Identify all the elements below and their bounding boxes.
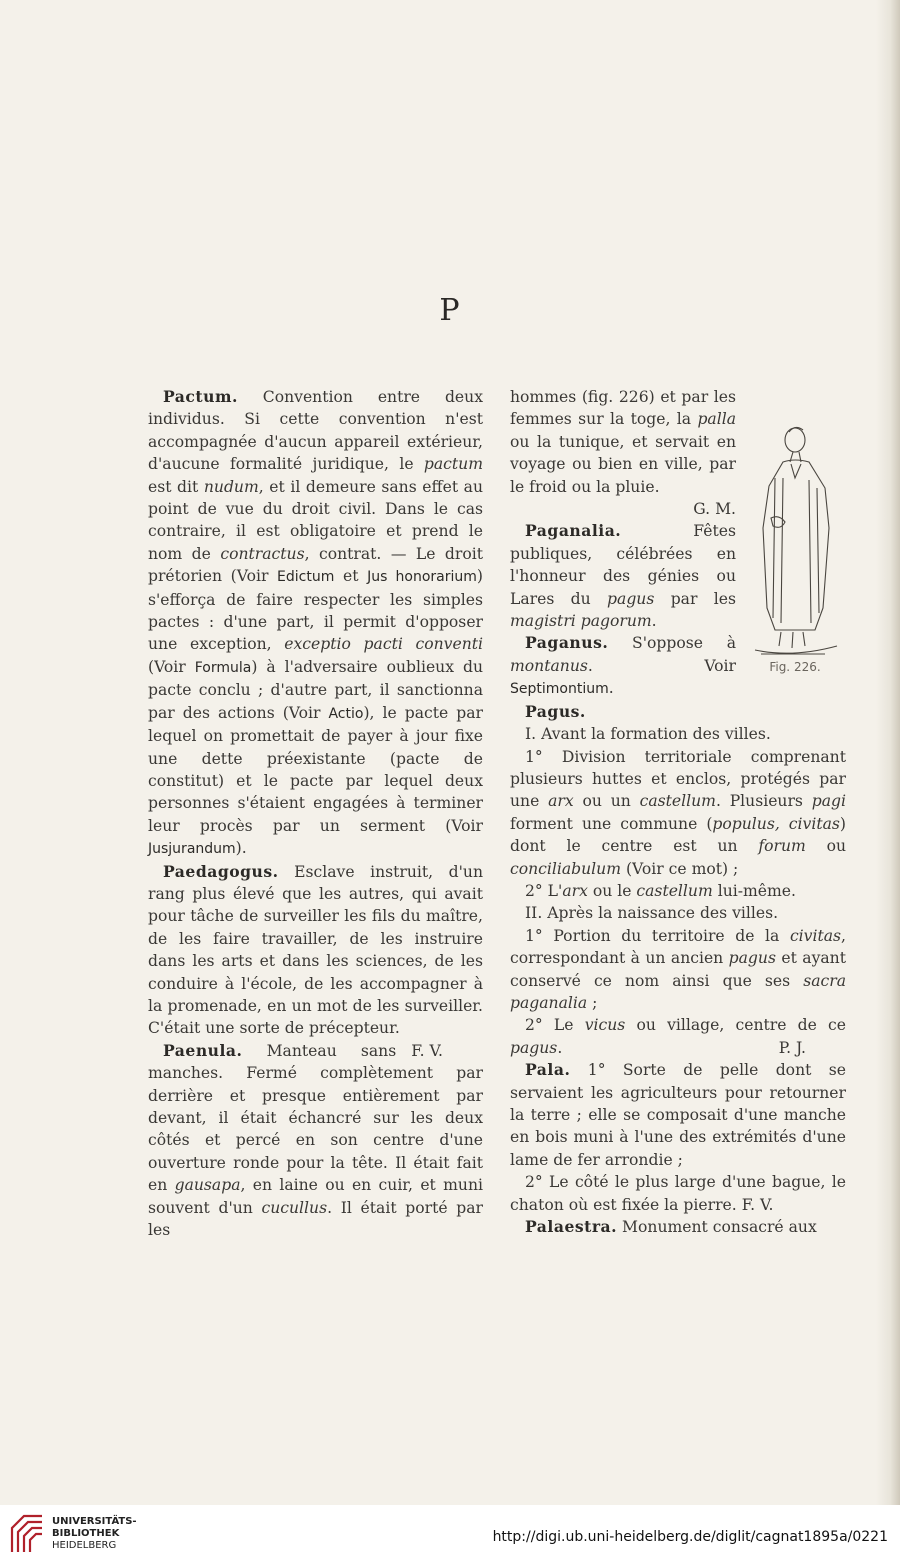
entry-pactum: Pactum. Convention entre deux individus. Si cette convention n'est accompagnée d'aucun appareil extérieur, d'aucune formalité juridique, le pactum est dit nudum, et il demeure sans effet au point de vue du droit civil. Dans le cas contraire, il est obligatoire et prend le nom de contractus, contrat. — Le droit prétorien (Voir Edictum et Jus honorarium) s'efforça de faire respecter les simples pactes : d'une part, il permit d'opposer une exception, exceptio pacti conventi (Voir Formula) à l'adversaire oublieux du pacte conclu ; d'autre part, il sanctionna par des actions (Voir Actio), le pacte par lequel on promettait de payer à jour fixe une dette préexistante (pacte de constitut) et le pacte par lequel deux personnes s'étaient engagées à terminer leur procès par un serment (Voir Jusjurandum).	[148, 387, 484, 858]
cross-reference: Actio	[328, 705, 364, 722]
library-name: UNIVERSITÄTS- BIBLIOTHEK HEIDELBERG	[52, 1516, 137, 1551]
headword: Paganus.	[525, 633, 609, 653]
source-url-link[interactable]: http://digi.ub.uni-heidelberg.de/diglit/cagnat1895a/0221	[492, 1529, 888, 1545]
pagus-item: 1° Portion du territoire de la civitas, correspondant à un ancien pagus et ayant conservé ce nom ainsi que ses sacra paganalia ;	[510, 926, 846, 1012]
cross-reference: Septimontium	[510, 681, 609, 698]
pagus-item: 2° L'arx ou le castellum lui-même.	[525, 881, 796, 900]
pala-item: 2° Le côté le plus large d'une bague, le chaton où est fixée la pierre. F. V.	[510, 1173, 846, 1214]
author-initials: G. M.	[693, 500, 736, 519]
entry-paganalia: Paganalia. Fêtes publiques, célébrées en l'honneur des génies ou Lares du pagus par les magistri pagorum.	[510, 521, 736, 631]
entry-paedagogus: Paedagogus. Esclave instruit, d'un rang plus élevé que les autres, qui avait pour tâche de surveiller les fils du maître, de les faire travailler, de les instruire dans les arts et dans les sciences, de les conduire à l'école, de les accompagner à la promenade, en un mot de les surveiller. C'était une sorte de précepteur. F. V.	[148, 861, 483, 1040]
author-initials: F. V.	[411, 1041, 443, 1060]
page-edge	[876, 0, 900, 1505]
author-initials: F. V.	[741, 1195, 774, 1214]
library-logo-icon	[8, 1512, 46, 1556]
figure-226-illustration	[745, 418, 840, 668]
pagus-section-2: II. Après la naissance des villes.	[525, 904, 779, 923]
headword: Paganalia.	[525, 521, 622, 541]
headword: Paenula.	[163, 1040, 243, 1060]
headword: Pagus.	[525, 701, 586, 721]
cross-reference: Edictum	[277, 569, 335, 586]
pagus-section-1: I. Avant la formation des villes.	[525, 725, 771, 744]
pagus-item: 1° Division territoriale comprenant plusieurs huttes et enclos, protégés par une arx ou un castellum. Plusieurs pagi forment une commune (populus, civitas) dont le centre est un forum ou conciliabulum (Voir ce mot) ;	[510, 747, 847, 878]
section-letter: P	[439, 293, 461, 328]
pagus-item: 2° Le vicus ou village, centre de ce pagus. P. J.	[510, 1014, 846, 1059]
headword: Palaestra.	[525, 1217, 618, 1237]
entry-paenula-cont: hommes (fig. 226) et par les femmes sur la toge, la palla ou la tunique, et servait en voyage ou bien en ville, par le froid ou la pluie. G. M.	[510, 386, 846, 520]
entry-pala: Pala. 1° Sorte de pelle dont se servaient les agriculteurs pour retourner la terre ; elle se composait d'une manche en bois muni à l'une des extrémités d'une lame de fer arrondie ;	[510, 1060, 846, 1169]
cross-reference: Formula	[194, 659, 252, 676]
figure-caption: Fig. 226.	[769, 660, 821, 674]
entry-paganus: Paganus. S'oppose à montanus. Voir Septimontium.	[510, 633, 736, 698]
cross-reference: Jus honorarium	[367, 569, 477, 586]
entry-paenula: Paenula. Manteau sans manches. Fermé complètement par derrière et presque entièrement par devant, il était échancré sur les deux côtés et percé en son centre d'une ouverture ronde pour la tête. Il était fait en gausapa, en laine ou en cuir, et muni souvent d'un cucullus. Il était porté par les	[148, 1040, 483, 1240]
headword: Pala.	[525, 1060, 571, 1080]
headword: Pactum.	[163, 387, 238, 406]
cross-reference: Jusjurandum	[148, 841, 236, 858]
left-column	[148, 386, 483, 1241]
headword: Paedagogus.	[163, 861, 279, 881]
author-initials: P. J.	[778, 1038, 806, 1057]
entry-palaestra: Palaestra. Monument consacré aux	[525, 1217, 817, 1237]
entry-pagus	[510, 701, 846, 723]
